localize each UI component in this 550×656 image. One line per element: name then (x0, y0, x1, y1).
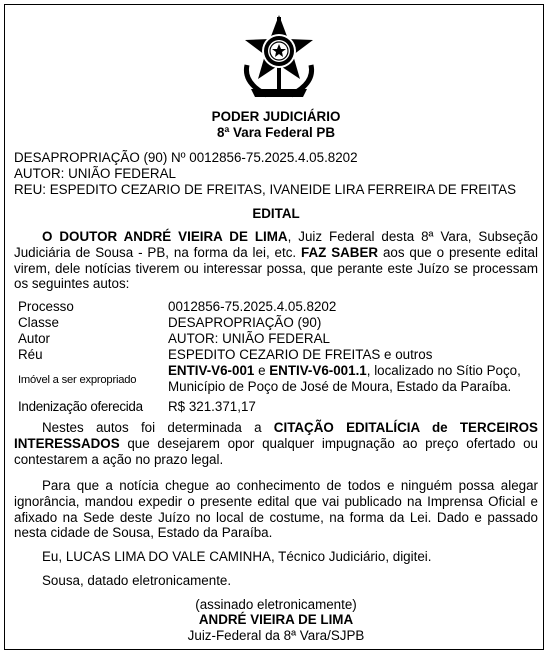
detail-label: Indenização oferecida (18, 399, 143, 414)
detail-label: Imóvel a ser expropriado (18, 374, 137, 386)
edital-title: EDITAL (252, 206, 300, 221)
case-line-author: AUTOR: UNIÃO FEDERAL (14, 166, 176, 181)
detail-value (168, 363, 538, 395)
detail-value: DESAPROPRIAÇÃO (90) (168, 315, 322, 330)
detail-label: Classe (18, 315, 59, 330)
detail-label: Réu (18, 347, 43, 362)
date-line: Sousa, datado eletronicamente. (42, 573, 232, 588)
citation-pre: Nestes autos foi determinada a (42, 420, 274, 435)
signature-role: Juiz-Federal da 8ª Vara/SJPB (187, 628, 365, 643)
signature-name: ANDRÉ VIEIRA DE LIMA (198, 612, 354, 627)
detail-value: AUTOR: UNIÃO FEDERAL (168, 331, 330, 346)
edital-document (4, 4, 544, 650)
detail-label: Processo (18, 299, 74, 314)
detail-value: ESPEDITO CEZARIO DE FREITAS e outros (168, 347, 433, 362)
detail-value: R$ 321.371,17 (168, 399, 256, 414)
detail-value: 0012856-75.2025.4.05.8202 (168, 299, 337, 314)
case-line-defendant: REU: ESPEDITO CEZARIO DE FREITAS, IVANEIDE LIRA FERREIRA DE FREITAS (14, 182, 516, 197)
header-org: PODER JUDICIÁRIO (211, 109, 341, 124)
judge-name: O DOUTOR ANDRÉ VIEIRA DE LIMA (42, 229, 288, 244)
signature-note: (assinado eletronicamente) (195, 597, 357, 612)
detail-label: Autor (18, 331, 51, 346)
intro-text-1: , Juiz Federal desta 8ª Vara, Subseção Judiciária de Sousa - PB, na forma da lei, etc. (14, 229, 538, 260)
citation-bold: CITAÇÃO EDITALÍCIA de TERCEIROS INTERESSADOS (14, 420, 538, 451)
imovel-rest-2: Município de Poço de José de Moura, Estado da Paraíba. (168, 378, 512, 394)
publication-paragraph: Para que a notícia chegue ao conhecimento de todos e ninguém possa alegar ignorância, mandou expedir o presente edital que vai publicado na Imprensa Oficial e afixado na Sede deste Juízo no local de costume, na forma da Lei. Dado e passado nesta cidade de Sousa, Estado da Paraíba. (14, 478, 538, 541)
typist-line: Eu, LUCAS LIMA DO VALE CAMINHA, Técnico Judiciário, digitei. (42, 549, 432, 564)
brazil-coat-of-arms-icon (237, 13, 321, 101)
imovel-code-2: ENTIV-V6-001.1 (269, 363, 367, 378)
faz-saber: FAZ SABER (301, 244, 379, 260)
imovel-rest-1: , localizado no Sítio Poço, (366, 363, 521, 378)
header-court: 8ª Vara Federal PB (216, 125, 336, 140)
case-line-process: DESAPROPRIAÇÃO (90) Nº 0012856-75.2025.4.05.8202 (14, 150, 358, 165)
citation-paragraph (14, 420, 538, 467)
imovel-code-1: ENTIV-V6-001 (168, 363, 255, 378)
citation-post: que desejarem opor qualquer impugnação ao preço ofertado ou contestarem a ação no prazo legal. (14, 435, 538, 467)
imovel-and: e (254, 363, 270, 378)
intro-text-2: aos que o presente edital virem, dele notícias tiverem ou interessar possa, que perante este Juízo se processam os seguintes autos: (14, 244, 538, 292)
intro-paragraph (14, 229, 538, 292)
